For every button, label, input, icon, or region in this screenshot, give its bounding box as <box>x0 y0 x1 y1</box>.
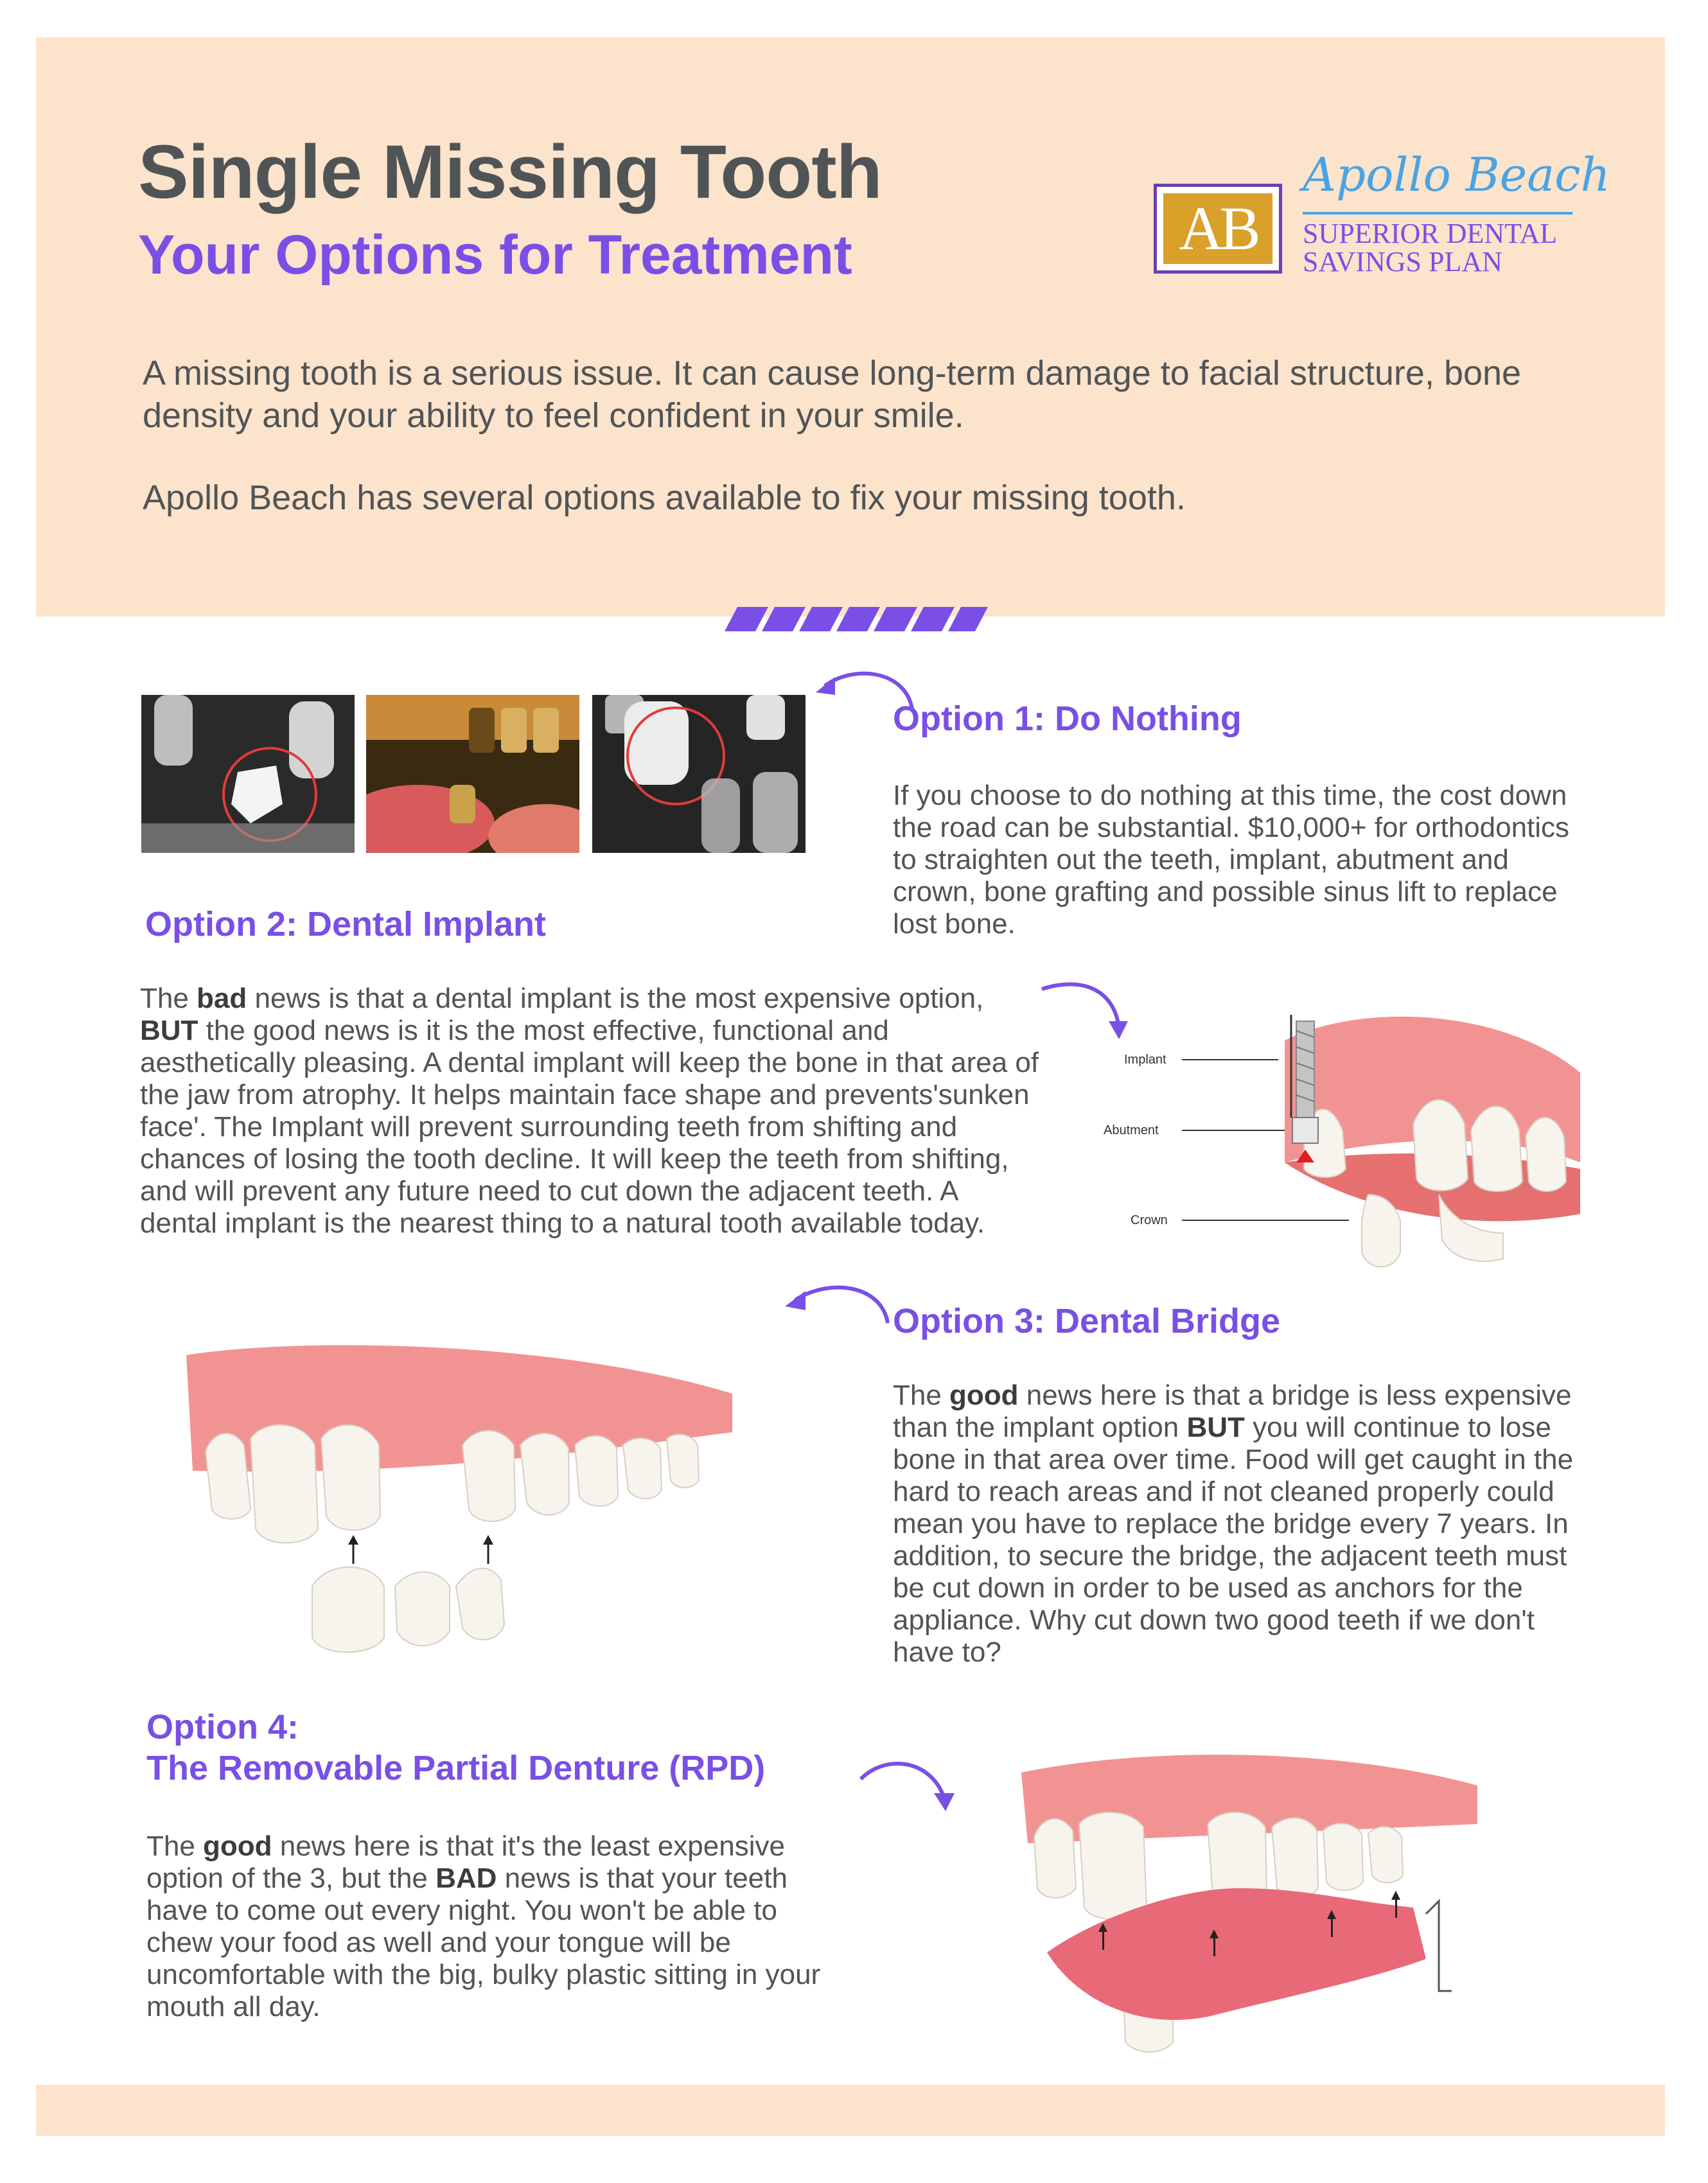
xray-image-2 <box>592 695 806 853</box>
footer-band <box>36 2085 1665 2136</box>
option4-heading-line2: The Removable Partial Denture (RPD) <box>146 1749 766 1787</box>
option4-heading-line1: Option 4: <box>146 1708 299 1746</box>
option1-heading: Option 1: Do Nothing <box>893 699 1242 738</box>
denture-diagram-drawing <box>1015 1747 1477 2055</box>
option3-heading: Option 3: Dental Bridge <box>893 1302 1281 1340</box>
mouth-photo-drawing <box>366 695 579 853</box>
logo-text-line2: SAVINGS PLAN <box>1303 246 1502 277</box>
intro-paragraph: A missing tooth is a serious issue. It can cause long-term damage to facial structure, bone density and your ability to feel confident in your smile. <box>143 354 1522 435</box>
page-subtitle: Your Options for Treatment <box>138 224 852 286</box>
implant-label: Implant <box>1124 1053 1167 1067</box>
option2-heading: Option 2: Dental Implant <box>145 905 547 943</box>
option1-body: If you choose to do nothing at this time, the cost down the road can be substantial. $10,000+ for orthodontics to straighten out the teeth, implant, abutment and crown, bone grafting and possible sinus lift to replace lost bone. <box>893 780 1570 940</box>
logo-initials: AB <box>1163 193 1272 264</box>
intro-paragraph-2: Apollo Beach has several options available to fix your missing tooth. <box>143 478 1186 517</box>
mouth-photo <box>366 695 579 853</box>
curved-arrow-icon <box>785 1272 894 1329</box>
logo-mark <box>1154 184 1282 274</box>
logo-script-text: Apollo Beach <box>1303 148 1610 202</box>
logo-divider <box>1303 212 1572 215</box>
page-title: Single Missing Tooth <box>138 130 882 215</box>
denture-diagram <box>1015 1747 1477 2055</box>
xray-1-drawing <box>141 695 355 853</box>
bridge-diagram <box>180 1342 732 1657</box>
implant-diagram <box>1092 1002 1580 1272</box>
curved-arrow-icon <box>854 1753 957 1811</box>
xray-2-drawing <box>592 695 806 853</box>
crown-label: Crown <box>1131 1213 1168 1227</box>
header-band <box>36 37 1665 617</box>
logo <box>1154 148 1610 277</box>
stripe-divider <box>725 607 994 633</box>
implant-diagram-drawing <box>1092 1002 1580 1272</box>
abutment-label: Abutment <box>1104 1123 1159 1137</box>
bridge-diagram-drawing <box>180 1342 732 1657</box>
option4-body: The good news here is that it's the least expensive option of the 3, but the BAD news is that your teeth have to come out every night. You won't be able to chew your food as well and your tongue will be uncomfortable with the big, bulky plastic sitting in your mouth all day. <box>146 1830 821 2022</box>
option2-body: The bad news is that a dental implant is the most expensive option, BUT the good news is it is the most effective, functional and aesthetically pleasing. A dental implant will keep the bone in that area of the jaw from atrophy. It helps maintain face shape and prevents'sunken face'. The Implant will prevent surrounding teeth from shifting and chances of losing the tooth decline. It will keep the teeth from shifting, and will prevent any future need to cut down the adjacent teeth. A dental implant is the nearest thing to a natural tooth available today. <box>140 983 1039 1239</box>
xray-image-1 <box>141 695 355 853</box>
option3-body: The good news here is that a bridge is less expensive than the implant option BUT you will continue to lose bone in that area over time. Food will get caught in the hard to reach areas and if not cleaned properly could mean you have to replace the bridge every 7 years. In addition, to secure the bridge, the adjacent teeth must be cut down in order to be used as anchors for the appliance. Why cut down two good teeth if we don't have to? <box>893 1380 1574 1668</box>
logo-text-line1: SUPERIOR DENTAL <box>1303 218 1558 249</box>
